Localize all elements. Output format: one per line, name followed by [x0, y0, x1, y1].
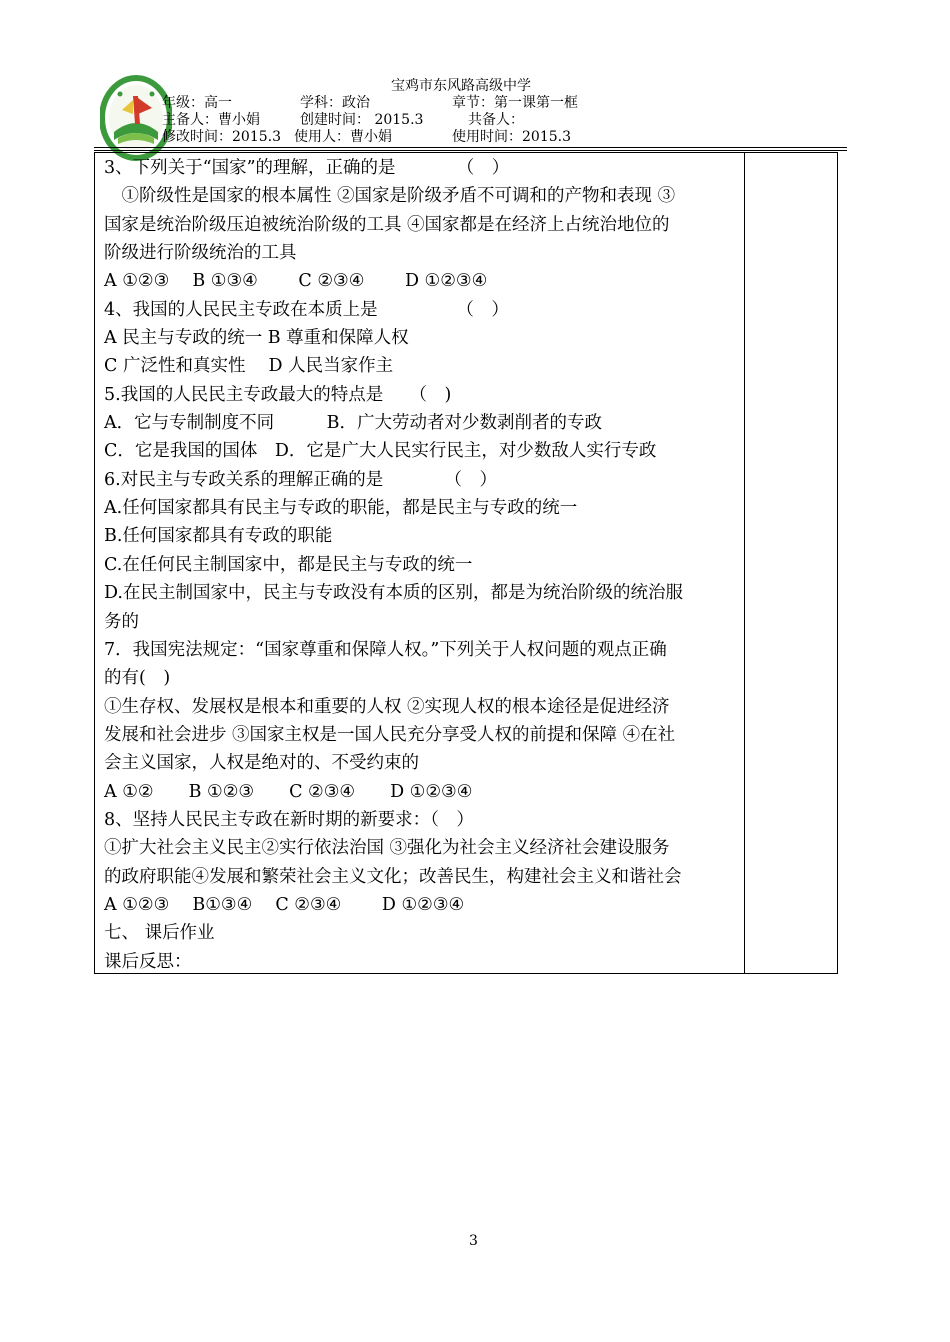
text-line: D.在民主制国家中，民主与专政没有本质的区别，都是为统治阶级的统治服 [104, 583, 683, 604]
page-number: 3 [469, 1233, 478, 1249]
use-time-label: 使用时间：2015.3 [452, 129, 571, 145]
text-line: 的政府职能④发展和繁荣社会主义文化；改善民生，构建社会主义和谐社会 [104, 866, 682, 887]
chapter-label: 章节：第一课第一框 [452, 95, 578, 111]
text-line: A．它与专制制度不同 B．广大劳动者对少数剥削者的专政 [104, 413, 602, 434]
co-preparer-label: 共备人： [468, 112, 524, 128]
subject-label: 学科：政治 [300, 95, 370, 111]
text-line: 8、坚持人民民主专政在新时期的新要求：（ ） [104, 809, 474, 830]
text-line: ①扩大社会主义民主②实行依法治国 ③强化为社会主义经济社会建设服务 [104, 838, 670, 859]
text-line: C 广泛性和真实性 D 人民当家作主 [104, 356, 394, 377]
grade-label: 年级：高一 [162, 95, 232, 111]
text-line: 6.对民主与专政关系的理解正确的是 （ ） [104, 469, 497, 490]
text-line: 七、 课后作业 [104, 923, 215, 944]
school-name: 宝鸡市东风路高级中学 [391, 78, 531, 94]
text-line: A ①②③ B①③④ C ②③④ D ①②③④ [104, 894, 465, 915]
text-line: 国家是统治阶级压迫被统治阶级的工具 ④国家都是在经济上占统治地位的 [104, 214, 670, 235]
preparer-label: 主备人：曹小娟 [162, 112, 260, 128]
text-line: 阶级进行阶级统治的工具 [104, 243, 297, 264]
text-line: C．它是我国的国体 D．它是广大人民实行民主，对少数敌人实行专政 [104, 441, 657, 462]
text-line: 发展和社会进步 ③国家主权是一国人民充分享受人权的前提和保障 ④在社 [104, 724, 676, 745]
text-line: ①阶级性是国家的根本属性 ②国家是阶级矛盾不可调和的产物和表现 ③ [104, 186, 676, 207]
text-line: 5.我国的人民民主专政最大的特点是 （ ) [104, 384, 452, 405]
text-line: C.在任何民主制国家中，都是民主与专政的统一 [104, 554, 473, 575]
created-label: 创建时间： 2015.3 [300, 112, 424, 128]
text-line: A ①② B ①②③ C ②③④ D ①②③④ [104, 781, 473, 802]
text-line: 的有( ) [104, 668, 171, 689]
header-rule [94, 147, 847, 148]
text-line: B.任何国家都具有专政的职能 [104, 526, 333, 547]
modified-label: 修改时间：2015.3 [162, 129, 281, 145]
text-line: ①生存权、发展权是根本和重要的人权 ②实现人权的根本途径是促进经济 [104, 696, 670, 717]
text-line: 课后反思： [104, 951, 192, 972]
user-label: 使用人：曹小娟 [294, 129, 392, 145]
text-line: 务的 [104, 611, 139, 632]
header-rule-thin [94, 150, 847, 151]
text-line: 会主义国家，人权是绝对的、不受约束的 [104, 753, 419, 774]
text-line: A.任何国家都具有民主与专政的职能，都是民主与专政的统一 [104, 498, 578, 519]
text-line: A ①②③ B ①③④ C ②③④ D ①②③④ [104, 271, 488, 292]
text-line: 7．我国宪法规定：“国家尊重和保障人权。”下列关于人权问题的观点正确 [104, 639, 667, 660]
text-line: 3、下列关于“国家”的理解，正确的是 （ ） [104, 158, 510, 178]
question-content [104, 154, 738, 976]
table-column-divider [744, 152, 745, 974]
text-line: 4、我国的人民民主专政在本质上是 （ ） [104, 299, 509, 320]
text-line: A 民主与专政的统一 B 尊重和保障人权 [104, 328, 409, 349]
